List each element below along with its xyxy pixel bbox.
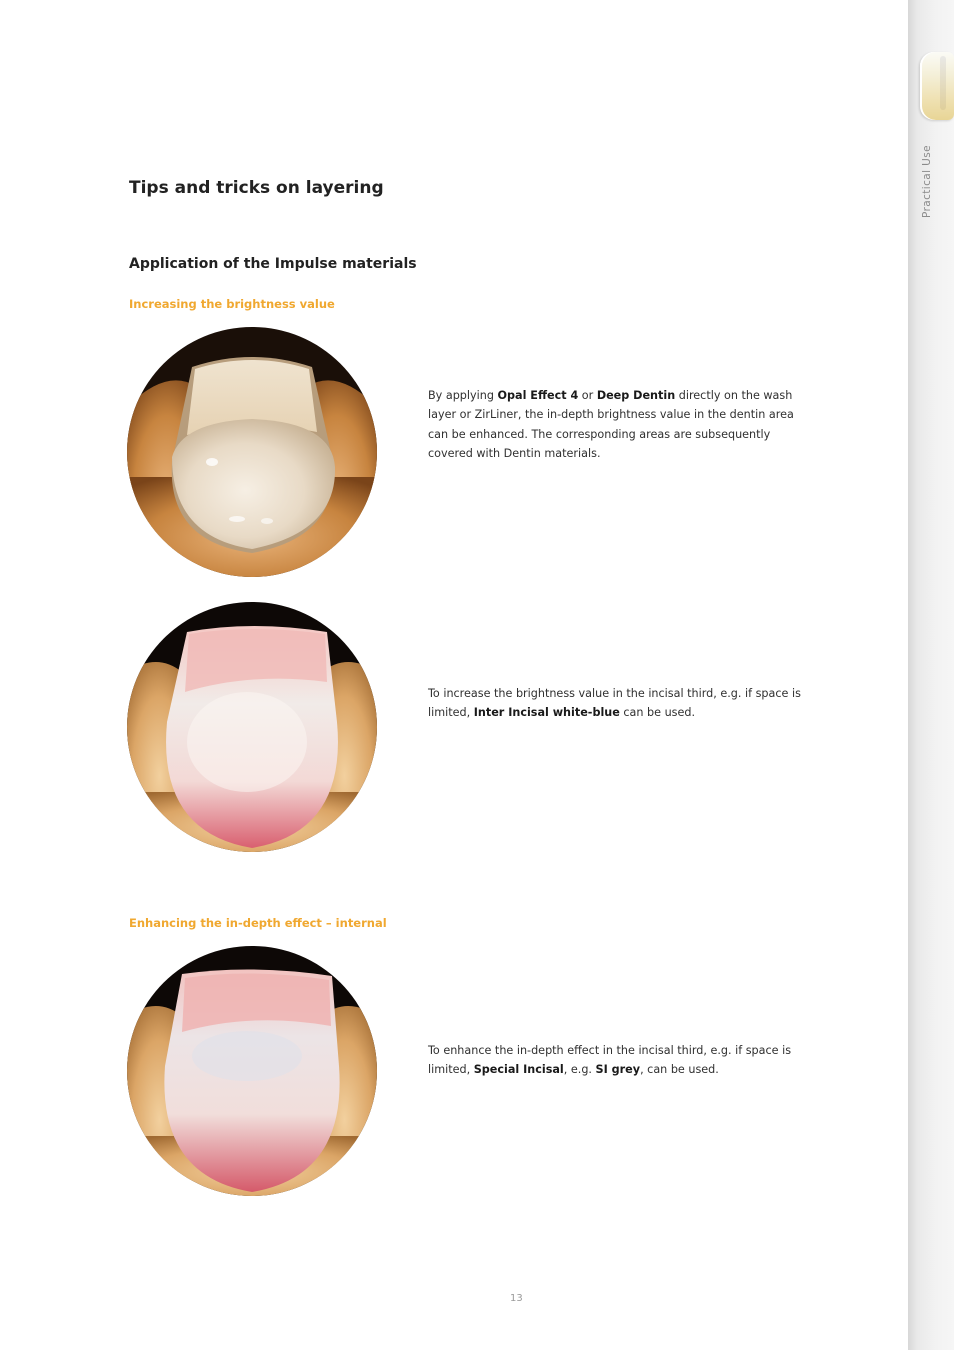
paragraph-brightness-incisal: To increase the brightness value in the incisal third, e.g. if space is limited, Inter Incisal white-blue can be used.	[428, 687, 801, 720]
section-title: Application of the Impulse materials	[129, 256, 417, 272]
page-number: 13	[510, 1293, 523, 1304]
tooth-photo-3	[127, 946, 377, 1196]
subheading-brightness: Increasing the brightness value	[129, 297, 335, 311]
paragraph-in-depth-incisal: To enhance the in-depth effect in the incisal third, e.g. if space is limited, Special Incisal, e.g. SI grey, can be used.	[428, 1044, 792, 1077]
paragraph-brightness-dentin: By applying Opal Effect 4 or Deep Dentin directly on the wash layer or ZirLiner, the in-depth brightness value in the dentin area can be enhanced. The corresponding areas are subsequently covered with Dentin materials.	[428, 389, 794, 460]
section-tab-label: Practical Use	[921, 145, 933, 218]
subheading-in-depth: Enhancing the in-depth effect – internal	[129, 916, 387, 930]
tooth-photo-1	[127, 327, 377, 577]
tooth-photo-2	[127, 602, 377, 852]
page-title: Tips and tricks on layering	[129, 178, 384, 198]
tooth-icon	[920, 52, 954, 120]
